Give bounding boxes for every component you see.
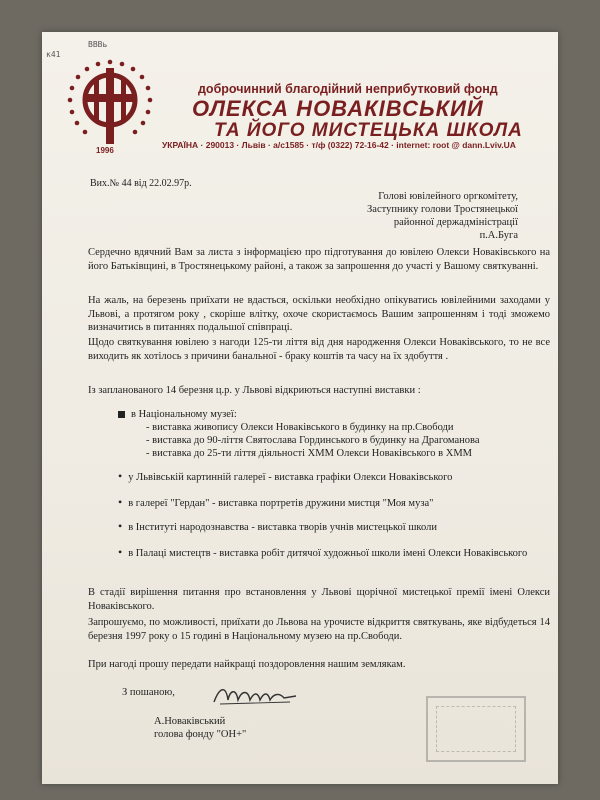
archive-ref-mark: к41 — [46, 50, 61, 59]
fund-subtitle: доброчинний благодійний неприбутковий фонд — [198, 82, 498, 96]
paragraph-exhibitions-intro: Із запланованого 14 березня ц.р. у Львові відкриються наступні виставки : — [88, 385, 421, 396]
exhibit-item — [118, 496, 538, 510]
paragraph-regret: На жаль, на березень приїхати не вдасться, оскільки необхідно опікуватись ювілейними заходами у Львові, а протягом року , скоріше влітку, охоче скористаємось Вашим запрошенням і тоді зможемо визначитись в питаннях подальшої співпраці. — [88, 295, 550, 333]
letter-sheet — [42, 32, 558, 784]
closing-phrase: З пошаною, — [122, 687, 175, 698]
paragraph-funding: Щодо святкування ювілею з нагоди 125-ти ліття від дня народження Олекси Новаківського, то не все виходить як хотілось з причини банальної - браку коштів та часу на їх здобуття . — [88, 337, 550, 362]
archive-top-mark: BBBь — [88, 40, 108, 49]
exhibit-item — [118, 520, 538, 534]
signer-title: голова фонду "ОН+" — [154, 729, 247, 740]
archive-stamp — [426, 696, 526, 762]
exhibit-text: у Львівській картинній галереї - виставка графіки Олекси Новаківського — [128, 472, 453, 483]
museum-exhibit: - виставка до 90-ліття Святослава Гординського в будинку на Драгоманова — [146, 435, 480, 446]
addressee-line: Голові ювілейного оргкомітету, — [378, 191, 518, 202]
square-bullet-icon — [118, 411, 125, 418]
exhibit-text: в галереї "Гердан" - виставка портретів дружини мистця "Моя муза" — [128, 498, 434, 509]
paragraph-invitation: Запрошуємо, по можливості, приїхати до Львова на урочисте відкриття святкувань, яке відбудеться 14 березня 1997 року о 15 годині в Національному музею на пр.Свободи. — [88, 617, 550, 642]
exhibit-text: в Палаці мистецтв - виставка робіт дитячої художньої школи імені Олекси Новаківського — [128, 548, 528, 559]
museum-label: в Національному музеї: — [131, 409, 237, 420]
exhibit-item — [118, 546, 538, 560]
paragraph-prize: В стадії вирішення питання про встановлення у Львові щорічної мистецької премії імені Олекси Новаківського. — [88, 587, 550, 612]
museum-exhibit: - виставка живопису Олекси Новаківського в будинку на пр.Свободи — [146, 422, 454, 433]
exhibit-item — [118, 470, 538, 484]
addressee-line: Заступнику голови Тростянецької — [367, 204, 518, 215]
bullet-icon: • — [118, 545, 123, 559]
paragraph-greetings: При нагоді прошу передати найкращі поздоровлення нашим землякам. — [88, 659, 406, 670]
logo-year: 1996 — [96, 146, 114, 155]
bullet-icon: • — [118, 519, 123, 533]
signature-icon — [210, 680, 300, 710]
museum-exhibit: - виставка до 25-ти ліття діяльності ХММ Олекси Новаківського в ХММ — [146, 448, 473, 459]
signer-name: А.Новаківський — [154, 716, 226, 727]
fund-contacts: УКРАЇНА · 290013 · Львів · а/с1585 · т/ф (0322) 72-16-42 · internet: root @ dann.Lviv.UA — [162, 140, 516, 150]
addressee-line: районної держадміністрації — [393, 217, 518, 228]
fund-name: ОЛЕКСА НОВАКІВСЬКИЙ — [192, 96, 484, 121]
outgoing-number: Вих.№ 44 від 22.02.97р. — [90, 178, 192, 189]
addressee-line: п.А.Буга — [479, 230, 518, 241]
bullet-icon: • — [118, 495, 123, 509]
addressee-block — [278, 190, 518, 242]
signer-block — [154, 715, 246, 741]
paragraph-thanks: Сердечно вдячний Вам за листа з інформацією про підготування до ювілею Олекси Новаківського на його Батьківщині, в Тростянецькому районі, а також за запрошення до участі у Вашому святкуванні. — [88, 247, 550, 272]
exhibit-museum — [118, 408, 538, 460]
exhibit-text: в Інституті народознавства - виставка творів учнів мистецької школи — [128, 522, 437, 533]
bullet-icon: • — [118, 469, 123, 483]
fund-school-name: ТА ЙОГО МИСТЕЦЬКА ШКОЛА — [214, 120, 523, 141]
